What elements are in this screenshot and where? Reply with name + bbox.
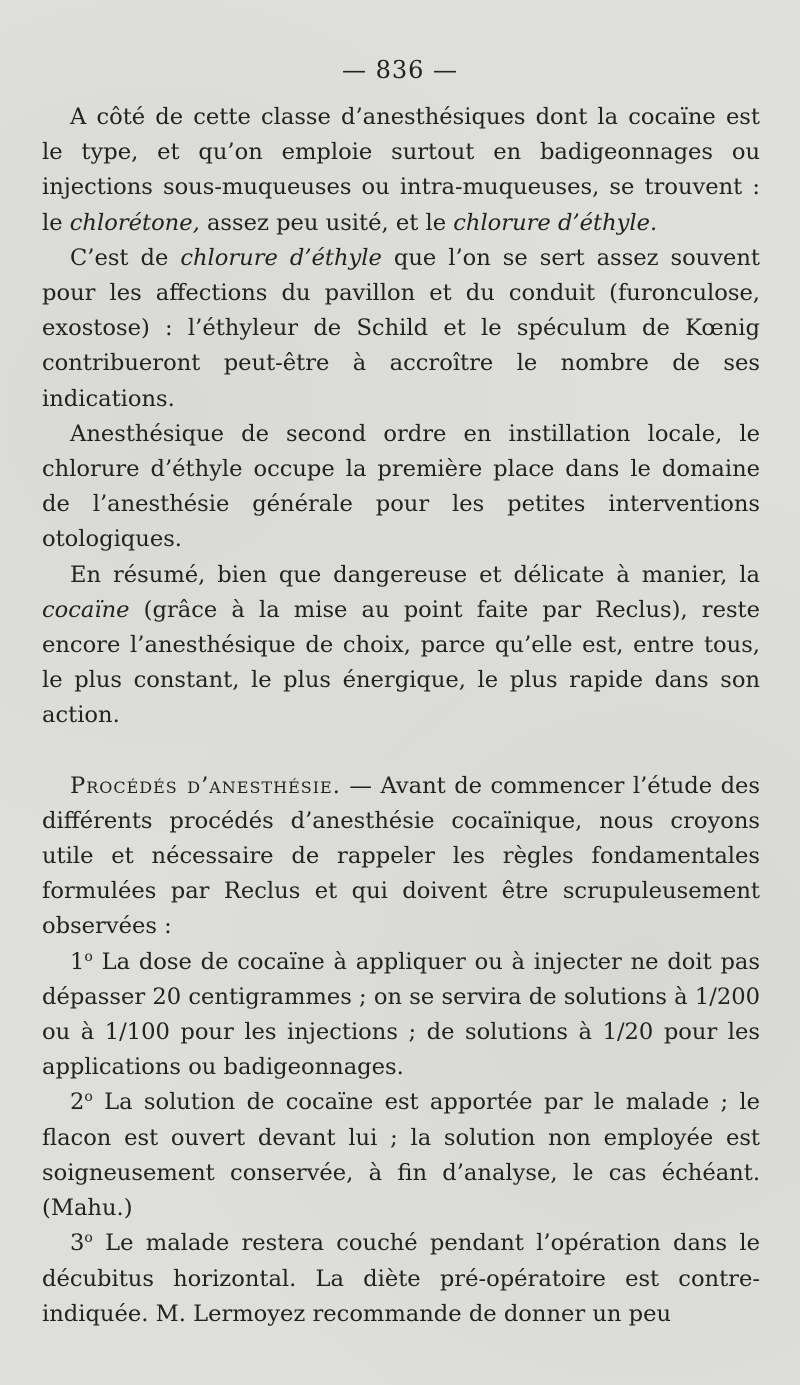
text-run: — Avant de commencer l’étude des différents procédés d’anesthésie cocaïnique, nous croyons utile et nécessaire de rappeler les règles fondamentales formulées par Reclus et qui doivent être scrupuleusement observées : xyxy=(42,772,761,940)
text-run: 3 xyxy=(70,1230,85,1257)
italic-term: chlorétone, xyxy=(69,209,200,236)
text-run: C’est de xyxy=(70,244,181,271)
italic-term: chlorure d’éthyle xyxy=(180,244,382,271)
text-run: (grâce à la mise au point faite par Reclus), reste encore l’anesthésique de choix, parce qu’elle est, entre tous, le plus constant, le plus énergique, le plus rapide dans son action. xyxy=(42,596,760,729)
ordinal-mark: o xyxy=(84,1230,93,1247)
paragraph-p4 xyxy=(42,558,760,734)
paragraph-p1 xyxy=(42,100,760,241)
italic-term: cocaïne xyxy=(42,596,130,623)
text-run: A côté de cette classe d’anesthésiques dont la cocaïne est le type, et qu’on emploie surtout en badigeonnages ou injections sous-muqueuses ou intra-muqueuses, se trouvent : le xyxy=(42,104,760,236)
text-run: 1 xyxy=(70,948,85,975)
text-run: La dose de cocaïne à appliquer ou à injecter ne doit pas dépasser 20 centigrammes ; on se servira de solutions à 1/200 ou à 1/100 pour les injections ; de solutions à 1/20 pour les applications ou badigeonnages. xyxy=(42,948,760,1081)
text-run: La solution de cocaïne est apportée par le malade ; le flacon est ouvert devant lui ; la solution non employée est soigneusement conservée, à fin d’analyse, le cas échéant. (Mahu.) xyxy=(42,1089,760,1222)
page-number: — 836 — xyxy=(341,56,459,84)
text-run: Le malade restera couché pendant l’opération dans le décubitus horizontal. La diète pré-opératoire est contre-indiquée. M. Lermoyez recommande de donner un peu xyxy=(42,1230,760,1327)
italic-term: chlorure d’éthyle. xyxy=(453,209,658,236)
paragraph-p5 xyxy=(42,769,760,945)
body-text xyxy=(42,100,760,1332)
paragraph-p3 xyxy=(42,417,760,558)
text-run: assez peu usité, et le xyxy=(199,209,454,236)
text-run: En résumé, bien que dangereuse et délicate à manier, la xyxy=(70,561,760,588)
section-heading: Procédés d’anesthésie. xyxy=(70,772,341,799)
text-run: Anesthésique de second ordre en instillation locale, le chlorure d’éthyle occupe la première place dans le domaine de l’anesthésie générale pour les petites interventions otologiques. xyxy=(42,420,760,553)
paragraph-p2 xyxy=(42,241,760,417)
ordinal-mark: o xyxy=(84,948,93,965)
text-run: que l’on se sert assez souvent pour les affections du pavillon et du conduit (furonculose, exostose) : l’éthyleur de Schild et le spéculum de Kœnig contribueront peut-être à accroître le nombre de ses indications. xyxy=(42,244,761,412)
paragraph-p7 xyxy=(42,1085,760,1226)
text-run: 2 xyxy=(70,1089,85,1116)
ordinal-mark: o xyxy=(84,1089,93,1106)
paragraph-p6 xyxy=(42,945,760,1086)
paragraph-p8 xyxy=(42,1226,760,1332)
